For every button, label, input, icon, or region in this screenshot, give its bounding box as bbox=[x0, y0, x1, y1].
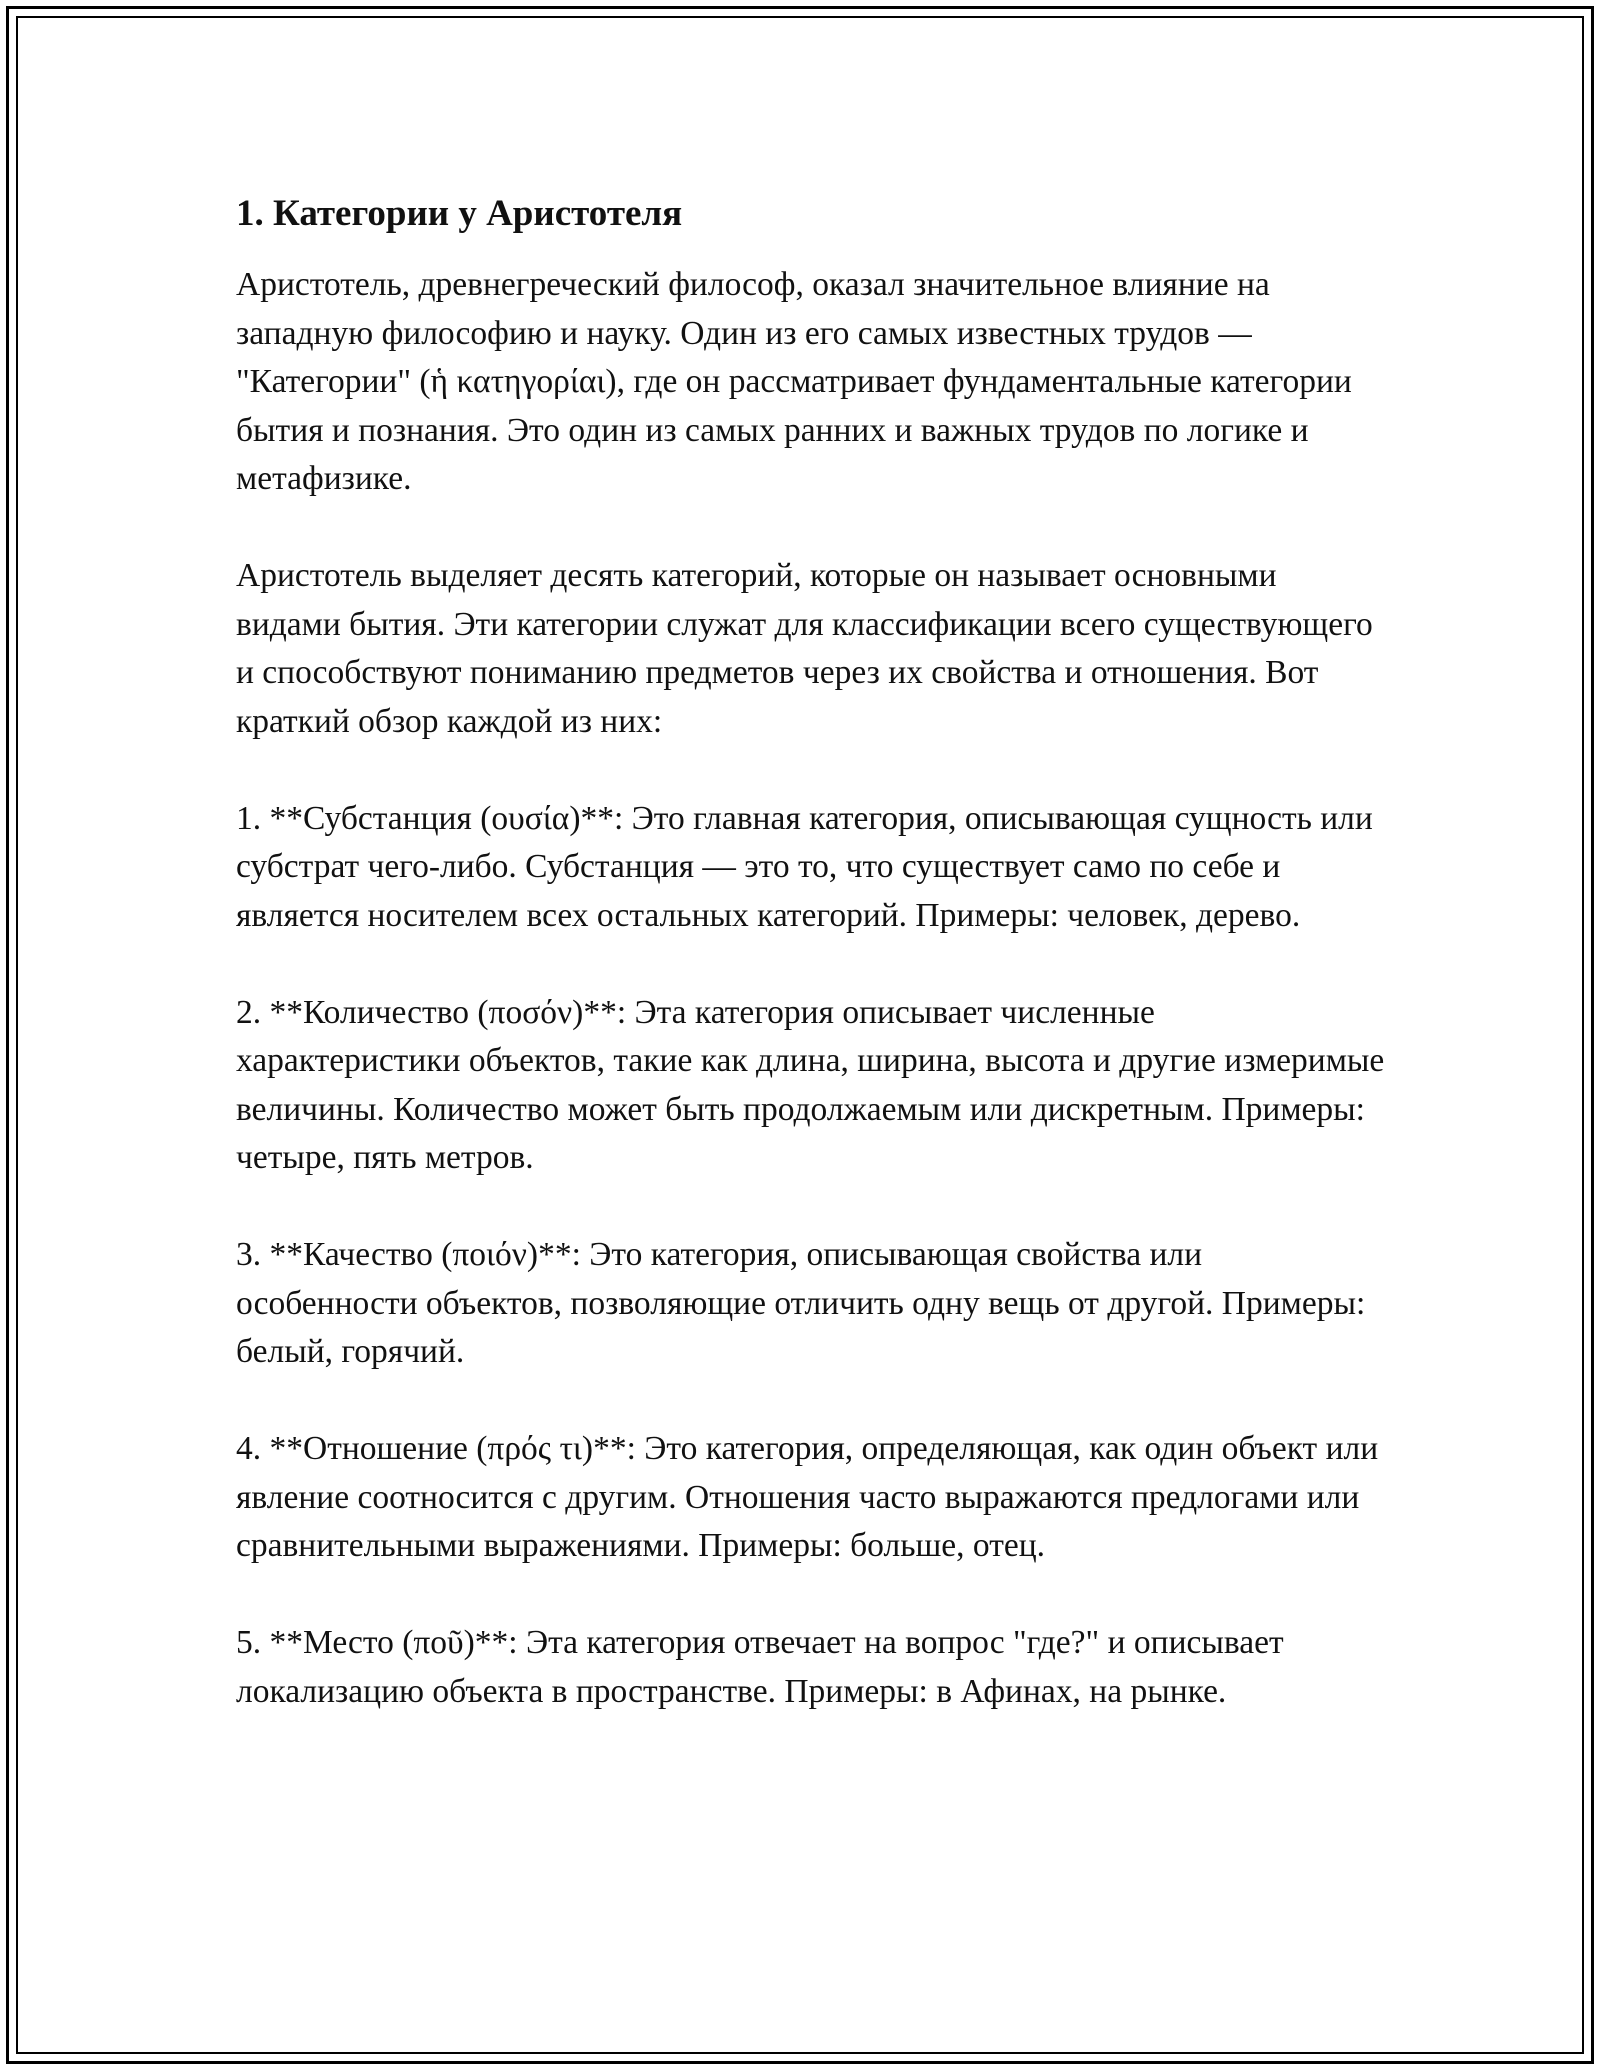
paragraph-place: 5. **Место (ποῦ)**: Эта категория отвечает на вопрос "где?" и описывает локализацию объекта в пространстве. Примеры: в Афинах, на рынке. bbox=[236, 1624, 1284, 1710]
paragraph-intro: Аристотель, древнегреческий философ, оказал значительное влияние на западную философию и науку. Один из его самых известных трудов — "Категории" (ἡ κατηγορίαι), где он рассматривает фундаментальные категории бытия и познания. Это один из самых ранних и важных трудов по логике и метафизике. bbox=[236, 266, 1352, 497]
document-body bbox=[236, 190, 1386, 1765]
section-title: 1. Категории у Аристотеля bbox=[236, 193, 683, 234]
paragraph-quality: 3. **Качество (ποιόν)**: Это категория, описывающая свойства или особенности объектов, позволяющие отличить одну вещь от другой. Примеры: белый, горячий. bbox=[236, 1236, 1366, 1370]
paragraph-relation: 4. **Отношение (πρός τι)**: Это категория, определяющая, как один объект или явление соотносится с другим. Отношения часто выражаются предлогами или сравнительными выражениями. Примеры: больше, отец. bbox=[236, 1430, 1379, 1564]
paragraph-overview: Аристотель выделяет десять категорий, которые он называет основными видами бытия. Эти категории служат для классификации всего существующего и способствуют пониманию предметов через их свойства и отношения. Вот краткий обзор каждой из них: bbox=[236, 557, 1373, 740]
paragraph-substance: 1. **Субстанция (ουσία)**: Это главная категория, описывающая сущность или субстрат чего-либо. Субстанция — это то, что существует само по себе и является носителем всех остальных категорий. Примеры: человек, дерево. bbox=[236, 799, 1373, 934]
paragraph-quantity: 2. **Количество (ποσόν)**: Эта категория описывает численные характеристики объектов, такие как длина, ширина, высота и другие измеримые величины. Количество может быть продолжаемым или дискретным. Примеры: четыре, пять метров. bbox=[236, 993, 1385, 1176]
